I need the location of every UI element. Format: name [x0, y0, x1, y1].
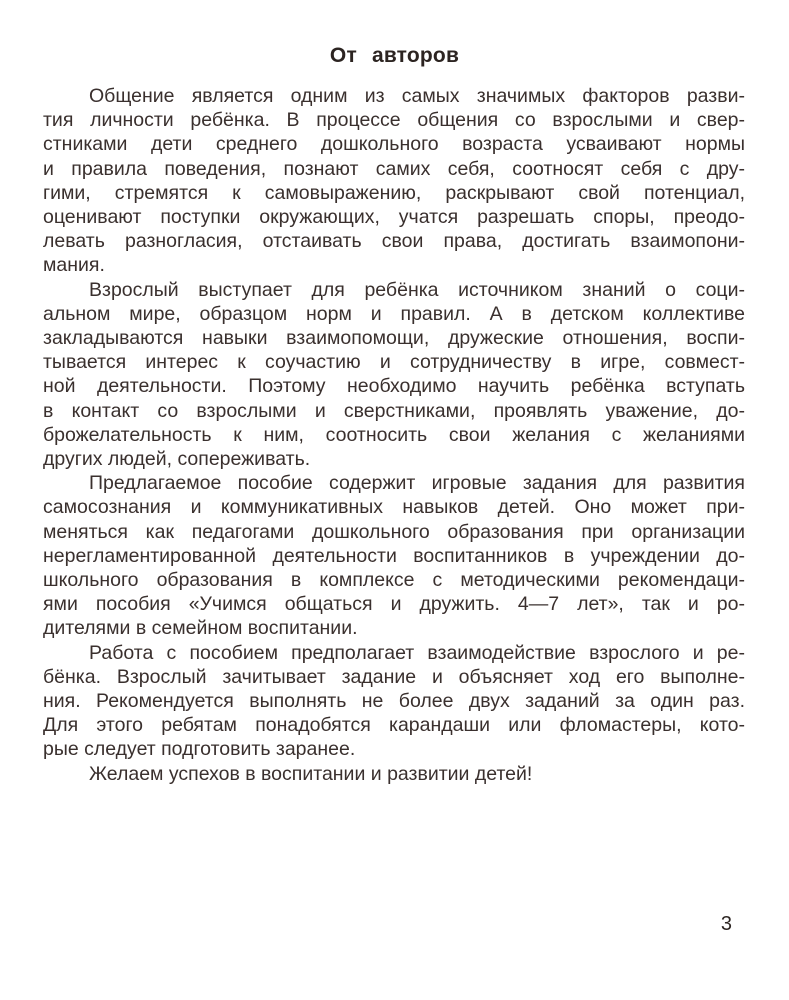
text-line: дителями в семейном воспитании. [43, 617, 358, 640]
page-title: От авторов [329, 44, 460, 67]
text-line: Для этого ребятам понадобятся карандаши или фломастеры, кото- [43, 714, 745, 737]
text-line: гими, стремятся к самовыражению, раскрывают свой потенциал, [43, 181, 745, 204]
text-line: самосознания и коммуникативных навыков детей. Оно может при- [43, 496, 745, 519]
page-number: 3 [720, 913, 732, 935]
text-line: левать разногласия, отстаивать свои права, достигать взаимопони- [43, 230, 745, 253]
text-line: Работа с пособием предполагает взаимодействие взрослого и ре- [89, 641, 745, 664]
text-line: тывается интерес к соучастию и сотрудничеству в игре, совмест- [43, 351, 745, 374]
text-line: Взрослый выступает для ребёнка источником знаний о соци- [89, 278, 745, 301]
text-line: в контакт со взрослыми и сверстниками, проявлять уважение, до- [43, 399, 745, 422]
text-line: Общение является одним из самых значимых факторов разви- [89, 85, 745, 107]
text-line: закладываются навыки взаимопомощи, дружеские отношения, воспи- [43, 327, 745, 350]
text-line: ния. Рекомендуется выполнять не более двух заданий за один раз. [43, 690, 745, 713]
text-line: Предлагаемое пособие содержит игровые задания для развития [89, 472, 745, 495]
text-line: мания. [43, 254, 105, 277]
text-line: ями пособия «Учимся общаться и дружить. 4—7 лет», так и ро- [43, 593, 745, 616]
text-line: рые следует подготовить заранее. [43, 738, 356, 761]
text-line: брожелательность к ним, соотносить свои желания с желаниями [43, 423, 745, 446]
text-line: школьного образования в комплексе с методическими рекомендаци- [43, 569, 745, 592]
text-line: оценивают поступки окружающих, учатся разрешать споры, преодо- [43, 206, 745, 229]
text-line: других людей, сопереживать. [43, 448, 311, 471]
text-line: альном мире, образцом норм и правил. А в детском коллективе [43, 302, 745, 325]
text-line: стниками дети среднего дошкольного возраста усваивают нормы [43, 133, 745, 156]
text-line: тия личности ребёнка. В процессе общения со взрослыми и свер- [43, 109, 745, 132]
text-line: бёнка. Взрослый зачитывает задание и объясняет ход его выполне- [43, 665, 745, 688]
text-line: и правила поведения, познают самих себя, соотносят себя с дру- [43, 157, 745, 180]
text-line: ной деятельности. Поэтому необходимо научить ребёнка вступать [43, 375, 745, 398]
body-text [0, 84, 789, 786]
text-line: меняться как педагогами дошкольного образования при организации [43, 520, 745, 543]
text-line: нерегламентированной деятельности воспитанников в учреждении до- [43, 544, 745, 567]
text-line: Желаем успехов в воспитании и развитии детей! [89, 762, 533, 785]
